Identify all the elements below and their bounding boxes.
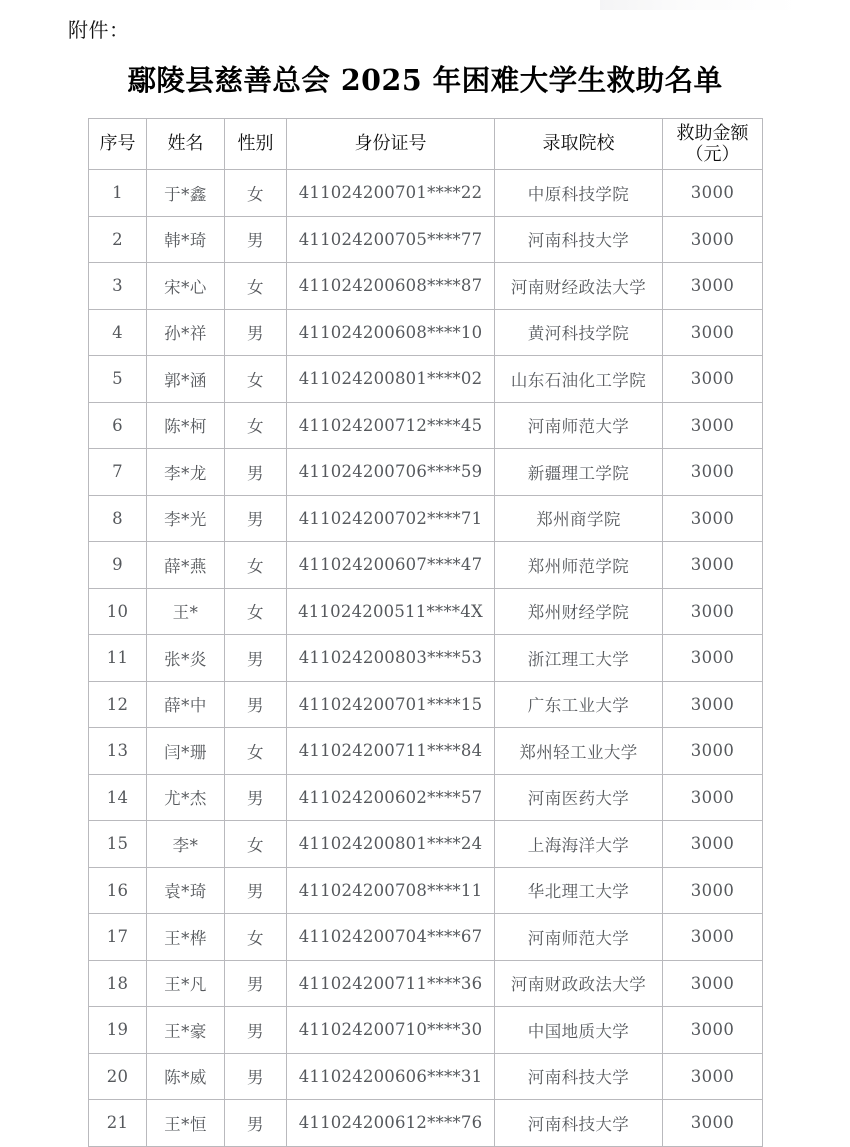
cell-school: 上海海洋大学 bbox=[495, 821, 663, 868]
cell-school: 河南科技大学 bbox=[495, 1053, 663, 1100]
cell-sex: 男 bbox=[225, 867, 287, 914]
cell-name: 陈*柯 bbox=[147, 402, 225, 449]
cell-id-number: 411024200705****77 bbox=[287, 216, 495, 263]
cell-amount: 3000 bbox=[663, 170, 763, 217]
cell-sex: 男 bbox=[225, 1007, 287, 1054]
cell-sex: 女 bbox=[225, 588, 287, 635]
cell-sex: 男 bbox=[225, 309, 287, 356]
cell-sex: 女 bbox=[225, 728, 287, 775]
table-row bbox=[89, 170, 763, 217]
cell-school: 浙江理工大学 bbox=[495, 635, 663, 682]
cell-amount: 3000 bbox=[663, 867, 763, 914]
cell-id-number: 411024200612****76 bbox=[287, 1100, 495, 1147]
cell-index: 13 bbox=[89, 728, 147, 775]
cell-id-number: 411024200708****11 bbox=[287, 867, 495, 914]
cell-amount: 3000 bbox=[663, 309, 763, 356]
table-row bbox=[89, 402, 763, 449]
cell-id-number: 411024200607****47 bbox=[287, 542, 495, 589]
cell-amount: 3000 bbox=[663, 588, 763, 635]
cell-index: 2 bbox=[89, 216, 147, 263]
scan-artifact bbox=[600, 0, 800, 10]
cell-amount: 3000 bbox=[663, 1100, 763, 1147]
cell-amount: 3000 bbox=[663, 449, 763, 496]
cell-name: 薛*燕 bbox=[147, 542, 225, 589]
table-row bbox=[89, 728, 763, 775]
table-row bbox=[89, 681, 763, 728]
cell-school: 中原科技学院 bbox=[495, 170, 663, 217]
cell-id-number: 411024200711****36 bbox=[287, 960, 495, 1007]
cell-id-number: 411024200704****67 bbox=[287, 914, 495, 961]
cell-id-number: 411024200511****4X bbox=[287, 588, 495, 635]
cell-amount: 3000 bbox=[663, 542, 763, 589]
cell-id-number: 411024200608****87 bbox=[287, 263, 495, 310]
cell-index: 11 bbox=[89, 635, 147, 682]
table-row bbox=[89, 542, 763, 589]
cell-index: 6 bbox=[89, 402, 147, 449]
table-header bbox=[89, 119, 763, 170]
cell-name: 王*恒 bbox=[147, 1100, 225, 1147]
cell-sex: 男 bbox=[225, 1100, 287, 1147]
cell-index: 18 bbox=[89, 960, 147, 1007]
column-header-name: 姓名 bbox=[147, 119, 225, 170]
table-row bbox=[89, 588, 763, 635]
column-header-amount bbox=[663, 119, 763, 170]
cell-sex: 男 bbox=[225, 960, 287, 1007]
cell-sex: 男 bbox=[225, 449, 287, 496]
cell-amount: 3000 bbox=[663, 728, 763, 775]
column-header-sex: 性别 bbox=[225, 119, 287, 170]
cell-index: 3 bbox=[89, 263, 147, 310]
cell-amount: 3000 bbox=[663, 774, 763, 821]
cell-name: 李*光 bbox=[147, 495, 225, 542]
cell-id-number: 411024200608****10 bbox=[287, 309, 495, 356]
cell-index: 9 bbox=[89, 542, 147, 589]
column-header-amount-line1: 救助金额 bbox=[676, 122, 749, 144]
table-row bbox=[89, 1007, 763, 1054]
cell-sex: 男 bbox=[225, 495, 287, 542]
cell-index: 21 bbox=[89, 1100, 147, 1147]
table-row bbox=[89, 216, 763, 263]
cell-id-number: 411024200706****59 bbox=[287, 449, 495, 496]
cell-id-number: 411024200710****30 bbox=[287, 1007, 495, 1054]
cell-name: 张*炎 bbox=[147, 635, 225, 682]
cell-name: 于*鑫 bbox=[147, 170, 225, 217]
cell-index: 1 bbox=[89, 170, 147, 217]
table-row bbox=[89, 960, 763, 1007]
cell-index: 20 bbox=[89, 1053, 147, 1100]
cell-sex: 女 bbox=[225, 170, 287, 217]
cell-amount: 3000 bbox=[663, 495, 763, 542]
cell-sex: 男 bbox=[225, 1053, 287, 1100]
cell-amount: 3000 bbox=[663, 1007, 763, 1054]
table-row bbox=[89, 821, 763, 868]
cell-school: 河南医药大学 bbox=[495, 774, 663, 821]
table-row bbox=[89, 449, 763, 496]
cell-school: 中国地质大学 bbox=[495, 1007, 663, 1054]
cell-index: 5 bbox=[89, 356, 147, 403]
cell-id-number: 411024200701****22 bbox=[287, 170, 495, 217]
cell-name: 王*豪 bbox=[147, 1007, 225, 1054]
cell-name: 薛*中 bbox=[147, 681, 225, 728]
cell-index: 15 bbox=[89, 821, 147, 868]
cell-name: 陈*威 bbox=[147, 1053, 225, 1100]
table-row bbox=[89, 914, 763, 961]
cell-id-number: 411024200712****45 bbox=[287, 402, 495, 449]
cell-index: 17 bbox=[89, 914, 147, 961]
cell-school: 广东工业大学 bbox=[495, 681, 663, 728]
table-row bbox=[89, 774, 763, 821]
cell-school: 新疆理工学院 bbox=[495, 449, 663, 496]
cell-school: 郑州轻工业大学 bbox=[495, 728, 663, 775]
cell-school: 河南科技大学 bbox=[495, 216, 663, 263]
cell-name: 李*龙 bbox=[147, 449, 225, 496]
table-row bbox=[89, 356, 763, 403]
cell-amount: 3000 bbox=[663, 914, 763, 961]
cell-index: 14 bbox=[89, 774, 147, 821]
cell-index: 8 bbox=[89, 495, 147, 542]
cell-amount: 3000 bbox=[663, 263, 763, 310]
cell-amount: 3000 bbox=[663, 821, 763, 868]
table-body bbox=[89, 170, 763, 1147]
cell-index: 12 bbox=[89, 681, 147, 728]
cell-sex: 女 bbox=[225, 821, 287, 868]
cell-amount: 3000 bbox=[663, 681, 763, 728]
cell-name: 王* bbox=[147, 588, 225, 635]
cell-name: 闫*珊 bbox=[147, 728, 225, 775]
column-header-id: 身份证号 bbox=[287, 119, 495, 170]
cell-amount: 3000 bbox=[663, 402, 763, 449]
cell-id-number: 411024200701****15 bbox=[287, 681, 495, 728]
cell-id-number: 411024200702****71 bbox=[287, 495, 495, 542]
cell-id-number: 411024200711****84 bbox=[287, 728, 495, 775]
cell-school: 黄河科技学院 bbox=[495, 309, 663, 356]
table-row bbox=[89, 495, 763, 542]
cell-amount: 3000 bbox=[663, 216, 763, 263]
cell-name: 李* bbox=[147, 821, 225, 868]
cell-school: 河南师范大学 bbox=[495, 402, 663, 449]
cell-school: 河南科技大学 bbox=[495, 1100, 663, 1147]
cell-sex: 女 bbox=[225, 542, 287, 589]
cell-id-number: 411024200803****53 bbox=[287, 635, 495, 682]
cell-name: 孙*祥 bbox=[147, 309, 225, 356]
cell-school: 华北理工大学 bbox=[495, 867, 663, 914]
column-header-amount-line2: （元） bbox=[685, 144, 740, 165]
cell-index: 10 bbox=[89, 588, 147, 635]
cell-amount: 3000 bbox=[663, 960, 763, 1007]
cell-sex: 女 bbox=[225, 402, 287, 449]
cell-id-number: 411024200606****31 bbox=[287, 1053, 495, 1100]
cell-school: 河南财经政法大学 bbox=[495, 263, 663, 310]
cell-id-number: 411024200602****57 bbox=[287, 774, 495, 821]
cell-school: 山东石油化工学院 bbox=[495, 356, 663, 403]
cell-sex: 男 bbox=[225, 681, 287, 728]
cell-sex: 女 bbox=[225, 356, 287, 403]
cell-name: 郭*涵 bbox=[147, 356, 225, 403]
roster-table bbox=[88, 118, 763, 1147]
cell-name: 袁*琦 bbox=[147, 867, 225, 914]
cell-id-number: 411024200801****02 bbox=[287, 356, 495, 403]
table-header-row bbox=[89, 119, 763, 170]
cell-index: 7 bbox=[89, 449, 147, 496]
column-header-school: 录取院校 bbox=[495, 119, 663, 170]
cell-school: 河南师范大学 bbox=[495, 914, 663, 961]
cell-index: 16 bbox=[89, 867, 147, 914]
table-row bbox=[89, 263, 763, 310]
cell-id-number: 411024200801****24 bbox=[287, 821, 495, 868]
table-row bbox=[89, 1053, 763, 1100]
cell-name: 韩*琦 bbox=[147, 216, 225, 263]
cell-index: 19 bbox=[89, 1007, 147, 1054]
cell-school: 郑州商学院 bbox=[495, 495, 663, 542]
cell-amount: 3000 bbox=[663, 635, 763, 682]
cell-school: 郑州师范学院 bbox=[495, 542, 663, 589]
column-header-index: 序号 bbox=[89, 119, 147, 170]
cell-amount: 3000 bbox=[663, 1053, 763, 1100]
cell-name: 宋*心 bbox=[147, 263, 225, 310]
attachment-label: 附件： bbox=[68, 18, 130, 42]
table-row bbox=[89, 635, 763, 682]
cell-sex: 男 bbox=[225, 774, 287, 821]
cell-name: 王*桦 bbox=[147, 914, 225, 961]
cell-sex: 男 bbox=[225, 216, 287, 263]
table-row bbox=[89, 309, 763, 356]
cell-amount: 3000 bbox=[663, 356, 763, 403]
cell-name: 尤*杰 bbox=[147, 774, 225, 821]
cell-sex: 女 bbox=[225, 263, 287, 310]
cell-sex: 男 bbox=[225, 635, 287, 682]
page-title: 鄢陵县慈善总会 2025 年困难大学生救助名单 bbox=[127, 63, 723, 97]
cell-name: 王*凡 bbox=[147, 960, 225, 1007]
roster-table-container bbox=[88, 118, 762, 1147]
table-row bbox=[89, 1100, 763, 1147]
cell-school: 河南财政政法大学 bbox=[495, 960, 663, 1007]
cell-school: 郑州财经学院 bbox=[495, 588, 663, 635]
table-row bbox=[89, 867, 763, 914]
cell-sex: 女 bbox=[225, 914, 287, 961]
cell-index: 4 bbox=[89, 309, 147, 356]
